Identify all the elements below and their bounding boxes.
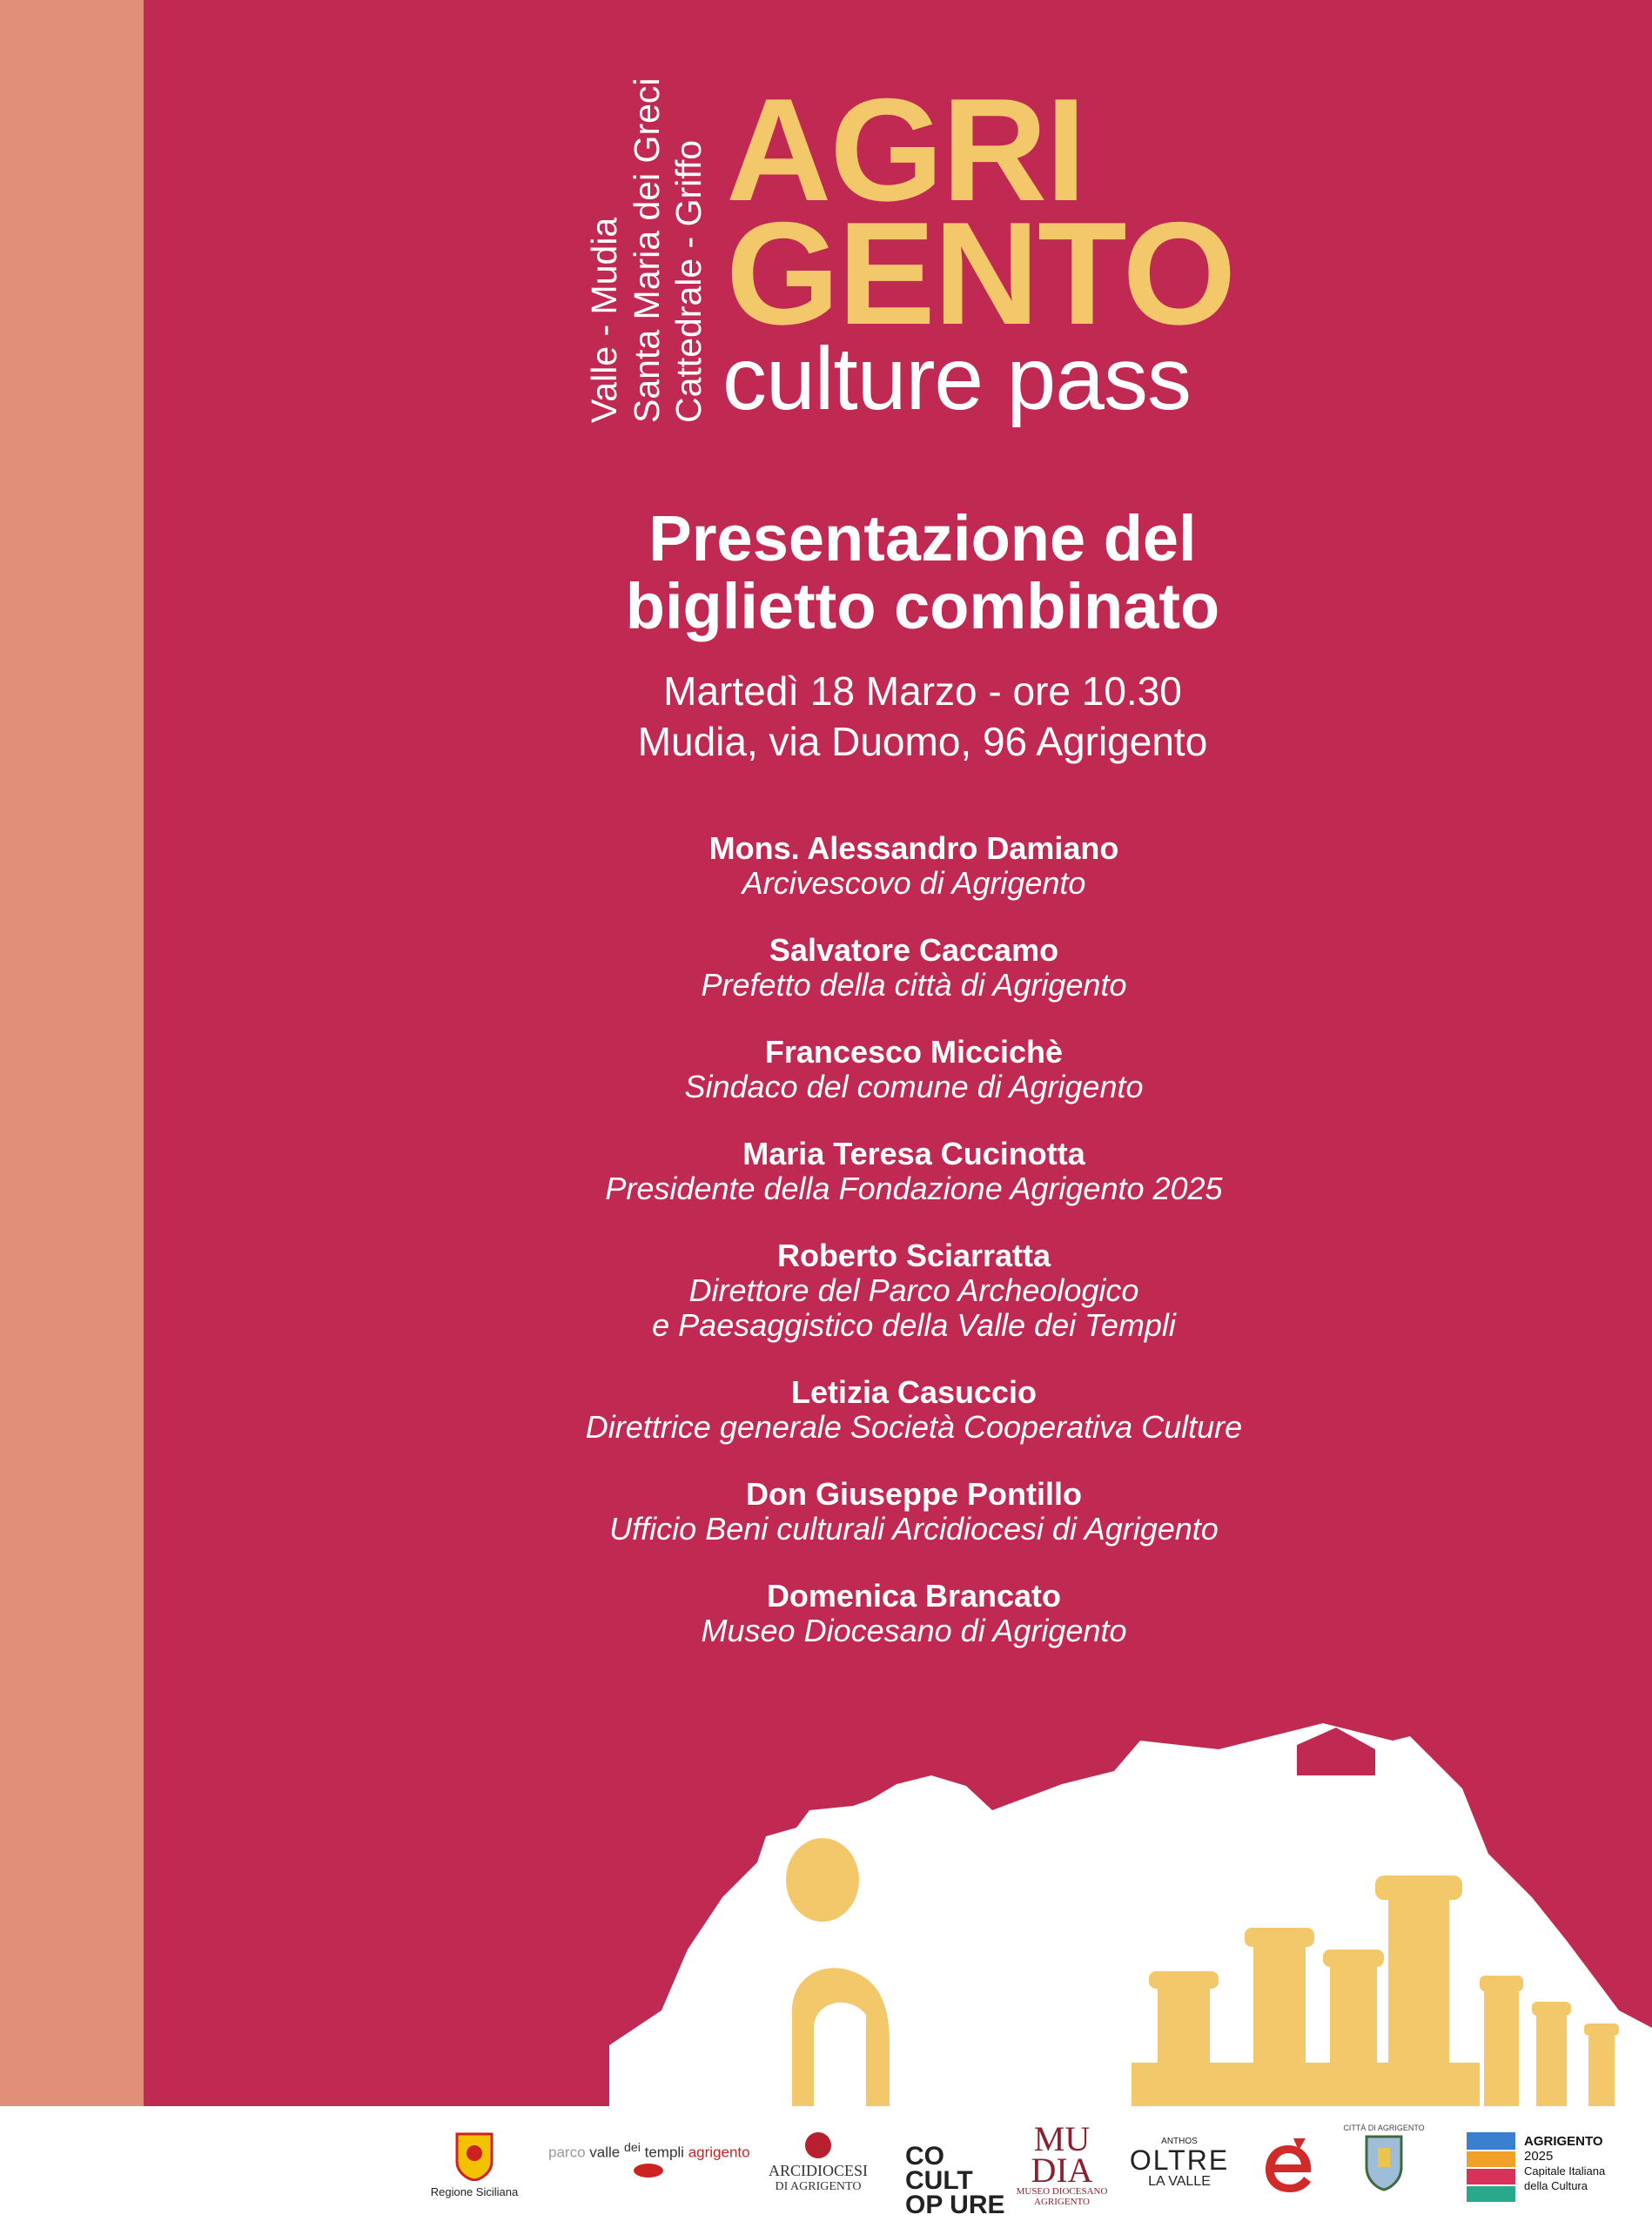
coop-part-4: URE xyxy=(950,2191,1005,2219)
speaker-name: Domenica Brancato xyxy=(766,1578,1062,1614)
event-heading xyxy=(487,502,1358,642)
city-crest-icon xyxy=(1362,2132,1406,2193)
speaker-name: Letizia Casuccio xyxy=(790,1374,1038,1410)
left-color-band xyxy=(0,0,144,2106)
coop-part-1: CO xyxy=(905,2142,944,2171)
speaker-role: Sindaco del comune di Agrigento xyxy=(684,1069,1144,1104)
oltre-la-valle-logo xyxy=(1127,2137,1232,2190)
mudia-line-2: DIA xyxy=(1031,2151,1093,2190)
red-e-logo xyxy=(1258,2137,1319,2202)
speaker-role: Arcivescovo di Agrigento xyxy=(742,865,1086,901)
speaker-item xyxy=(435,1137,1393,1206)
arcidiocesi-line-1: ARCIDIOCESI xyxy=(768,2162,868,2179)
title-agri: AGRI xyxy=(726,68,1085,232)
vertical-line-1: Valle - Mudia xyxy=(584,217,624,423)
parco-word-3: dei xyxy=(623,2141,641,2155)
event-datetime: Martedì 18 Marzo - ore 10.30 xyxy=(663,668,1182,714)
oltre-line-3: LA VALLE xyxy=(1148,2174,1211,2189)
oltre-line-2: OLTRE xyxy=(1129,2144,1230,2176)
speaker-item xyxy=(435,1238,1393,1343)
agrigento-2025-pattern-icon xyxy=(1467,2132,1515,2202)
vertical-sites-text xyxy=(581,57,708,423)
speaker-item xyxy=(435,831,1393,901)
speaker-name: Roberto Sciarratta xyxy=(776,1238,1051,1273)
arcidiocesi-emblem-icon xyxy=(805,2132,831,2158)
event-details xyxy=(487,666,1358,767)
speaker-item xyxy=(435,1375,1393,1445)
speaker-list xyxy=(435,831,1393,1681)
heading-line-1: Presentazione del xyxy=(648,502,1197,574)
regione-caption: Regione Siciliana xyxy=(430,2185,519,2198)
speaker-role: Museo Diocesano di Agrigento xyxy=(701,1613,1127,1648)
parco-valle-templi-logo xyxy=(548,2141,749,2178)
parco-crab-icon xyxy=(634,2164,663,2178)
speaker-name: Maria Teresa Cucinotta xyxy=(742,1136,1085,1171)
ag25-line-1: AGRIGENTO xyxy=(1524,2134,1603,2149)
speaker-name: Francesco Miccichè xyxy=(764,1034,1064,1070)
rose-window xyxy=(786,1838,859,1922)
speaker-item xyxy=(435,933,1393,1003)
mudia-line-1: MU xyxy=(1033,2119,1091,2158)
partner-logos-footer xyxy=(0,2106,1652,2228)
speaker-role: Presidente della Fondazione Agrigento 2025 xyxy=(605,1171,1223,1206)
mudia-line-4: AGRIGENTO xyxy=(1034,2197,1090,2207)
parco-word-1: parco xyxy=(548,2144,586,2161)
parco-word-2: valle xyxy=(589,2144,621,2161)
citta-caption: CITTÀ DI AGRIGENTO xyxy=(1343,2124,1425,2132)
speaker-name: Salvatore Caccamo xyxy=(769,932,1059,968)
coop-part-2: CULT xyxy=(905,2166,973,2195)
speaker-item xyxy=(435,1477,1393,1547)
mudia-line-3: MUSEO DIOCESANO xyxy=(1016,2186,1108,2197)
speaker-item xyxy=(435,1579,1393,1648)
vertical-line-2: Santa Maria dei Greci xyxy=(626,77,667,423)
monuments-illustration xyxy=(609,1723,1652,2106)
ag25-line-3: Capitale Italiana xyxy=(1524,2164,1606,2178)
coop-culture-logo xyxy=(905,2144,1018,2218)
speaker-role: Direttore del Parco Archeologico xyxy=(688,1272,1139,1308)
arcidiocesi-line-2: DI AGRIGENTO xyxy=(775,2180,862,2193)
speaker-name: Mons. Alessandro Damiano xyxy=(708,830,1119,866)
speaker-name: Don Giuseppe Pontillo xyxy=(746,1476,1082,1512)
red-e-icon xyxy=(1260,2137,1316,2198)
arcidiocesi-logo xyxy=(762,2132,875,2194)
speaker-role: Prefetto della città di Agrigento xyxy=(701,967,1127,1003)
speaker-role: Ufficio Beni culturali Arcidiocesi di Agrigento xyxy=(609,1511,1219,1547)
citta-agrigento-logo xyxy=(1340,2124,1427,2198)
vertical-line-3: Cattedrale - Griffo xyxy=(668,139,708,423)
oltre-line-1: ANTHOS xyxy=(1161,2137,1198,2146)
ag25-line-4: della Cultura xyxy=(1524,2179,1588,2192)
parco-word-4: templi xyxy=(644,2144,684,2161)
title-culture-pass: culture pass xyxy=(722,329,1191,428)
regione-siciliana-logo xyxy=(409,2132,540,2198)
ag25-line-2: 2025 xyxy=(1524,2149,1554,2164)
mudia-logo xyxy=(1010,2119,1114,2207)
regione-shield-icon xyxy=(455,2132,494,2181)
event-place: Mudia, via Duomo, 96 Agrigento xyxy=(637,719,1208,764)
title-gento: GENTO xyxy=(726,191,1235,355)
speaker-role: Direttrice generale Società Cooperativa Culture xyxy=(585,1409,1243,1445)
coop-part-3: OP xyxy=(905,2191,943,2219)
speaker-item xyxy=(435,1035,1393,1104)
heading-line-2: biglietto combinato xyxy=(625,570,1220,642)
speaker-role-line-2: e Paesaggistico della Valle dei Templi xyxy=(652,1307,1176,1343)
parco-word-5: agrigento xyxy=(688,2144,750,2161)
